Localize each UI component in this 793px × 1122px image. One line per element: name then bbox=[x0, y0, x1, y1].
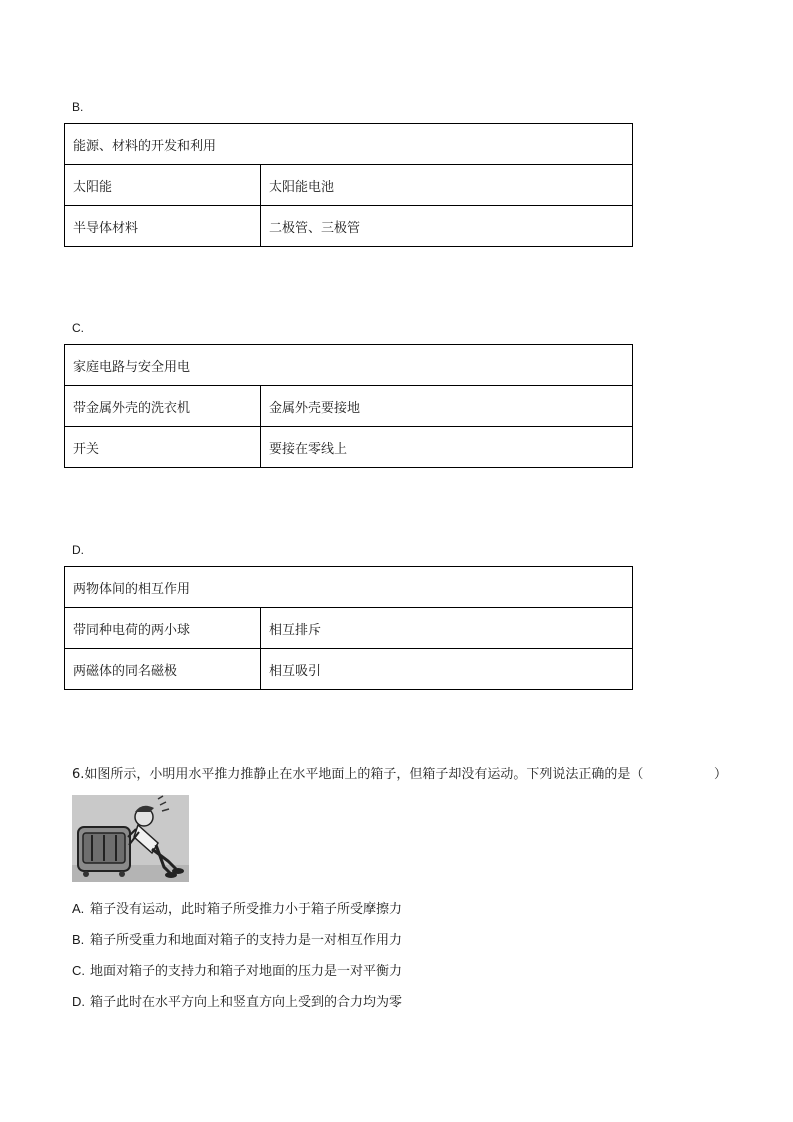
table-cell: 带金属外壳的洗衣机 bbox=[65, 386, 261, 427]
table-header: 能源、材料的开发和利用 bbox=[65, 124, 633, 165]
choice-text: 箱子没有运动，此时箱子所受推力小于箱子所受摩擦力 bbox=[90, 902, 403, 917]
table-cell: 带同种电荷的两小球 bbox=[65, 608, 261, 649]
boy-pushing-box-illustration bbox=[72, 795, 189, 882]
table-cell: 太阳能电池 bbox=[261, 165, 633, 206]
choice-letter: B. bbox=[72, 932, 85, 947]
table-row bbox=[65, 608, 633, 649]
table-header: 两物体间的相互作用 bbox=[65, 567, 633, 608]
choice-letter: D. bbox=[72, 994, 85, 1009]
table-cell: 两磁体的同名磁极 bbox=[65, 649, 261, 690]
choice-text: 箱子此时在水平方向上和竖直方向上受到的合力均为零 bbox=[90, 995, 403, 1010]
option-label-c: C. bbox=[72, 321, 84, 335]
table-row bbox=[65, 206, 633, 247]
question-paren-close: ） bbox=[714, 767, 728, 782]
table-cell: 相互吸引 bbox=[261, 649, 633, 690]
table-row bbox=[65, 386, 633, 427]
table-cell: 太阳能 bbox=[65, 165, 261, 206]
choice-a bbox=[72, 898, 402, 917]
choice-letter: A. bbox=[72, 901, 85, 916]
table-cell: 半导体材料 bbox=[65, 206, 261, 247]
table-cell: 开关 bbox=[65, 427, 261, 468]
option-table-c bbox=[64, 344, 633, 468]
choice-b bbox=[72, 929, 402, 948]
option-label-d: D. bbox=[72, 543, 84, 557]
question-text: 6.如图所示，小明用水平推力推静止在水平地面上的箱子，但箱子却没有运动。下列说法正确的是（ bbox=[72, 767, 644, 782]
choice-text: 地面对箱子的支持力和箱子对地面的压力是一对平衡力 bbox=[90, 964, 403, 979]
table-cell: 相互排斥 bbox=[261, 608, 633, 649]
table-row bbox=[65, 165, 633, 206]
table-cell: 二极管、三极管 bbox=[261, 206, 633, 247]
table-cell: 金属外壳要接地 bbox=[261, 386, 633, 427]
choice-letter: C. bbox=[72, 963, 85, 978]
option-table-d bbox=[64, 566, 633, 690]
choice-text: 箱子所受重力和地面对箱子的支持力是一对相互作用力 bbox=[90, 933, 403, 948]
table-row bbox=[65, 427, 633, 468]
choice-c bbox=[72, 960, 402, 979]
table-cell: 要接在零线上 bbox=[261, 427, 633, 468]
option-label-b: B. bbox=[72, 100, 84, 114]
table-row bbox=[65, 649, 633, 690]
option-table-b bbox=[64, 123, 633, 247]
table-header: 家庭电路与安全用电 bbox=[65, 345, 633, 386]
choice-d bbox=[72, 991, 402, 1010]
